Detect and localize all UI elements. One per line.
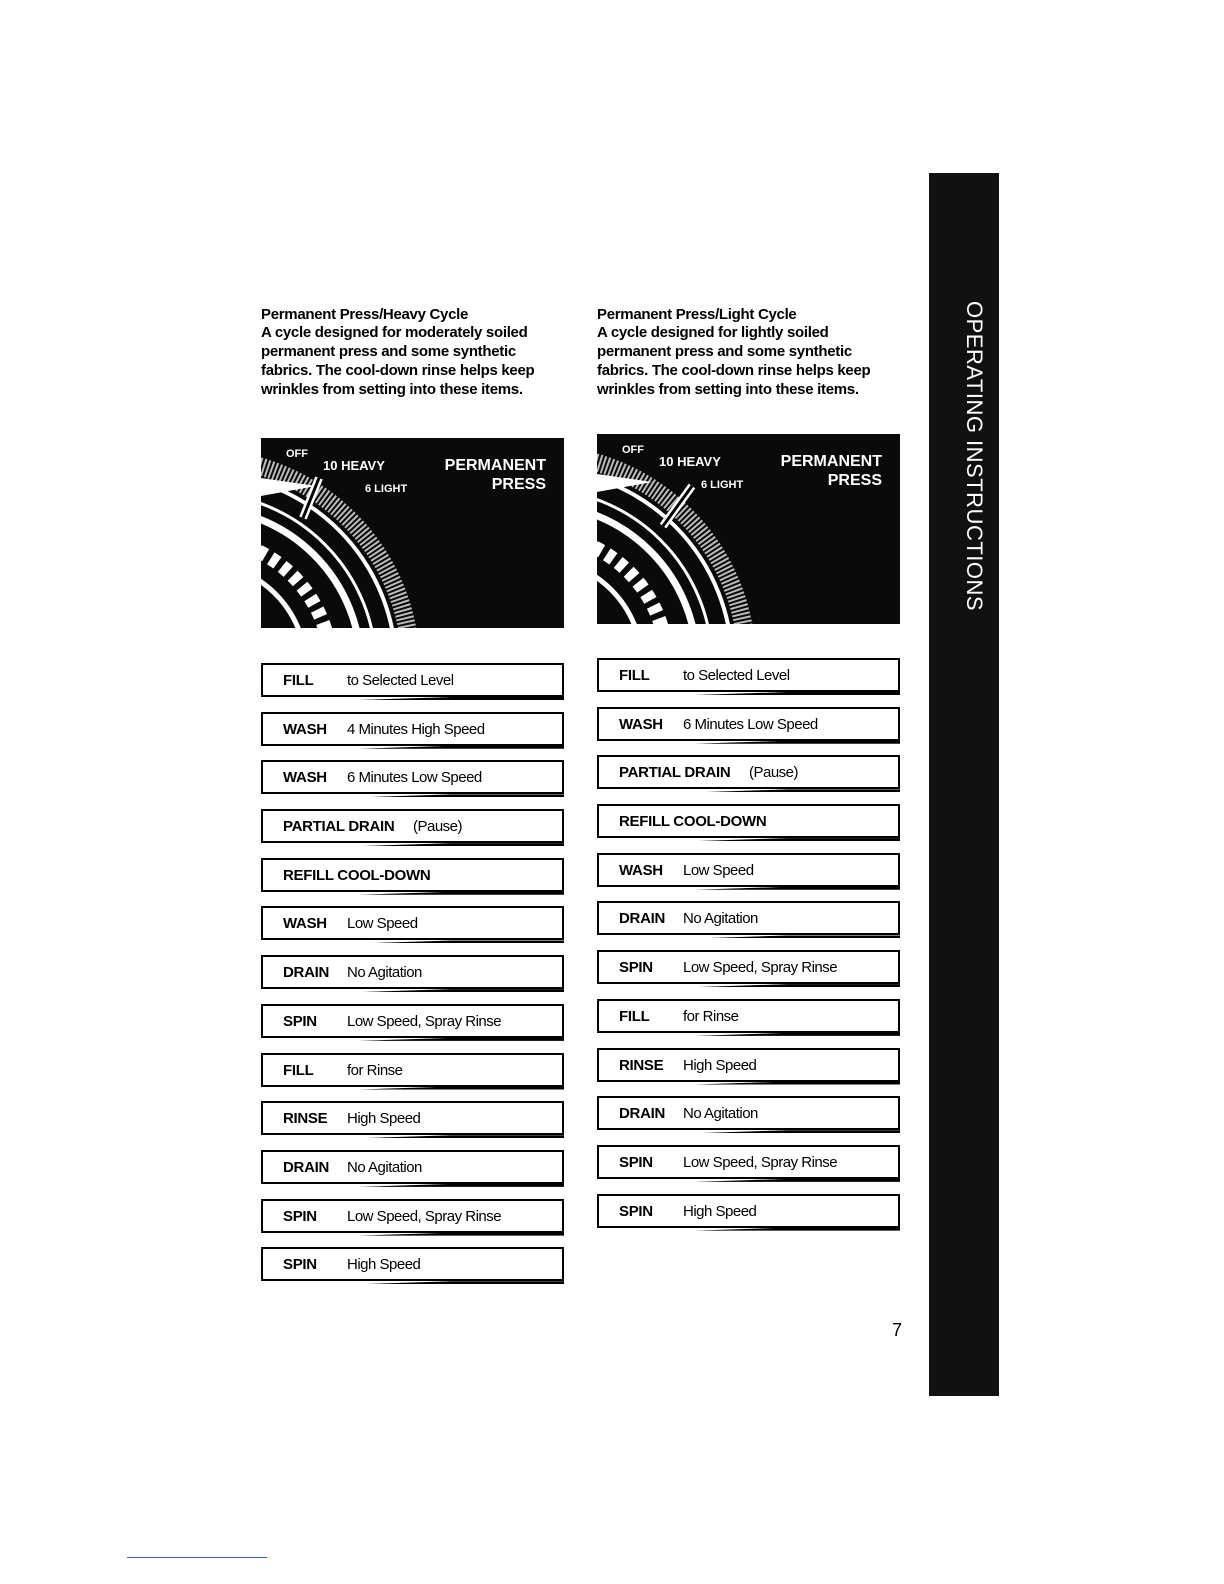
step-detail: Low Speed, Spray Rinse xyxy=(347,1012,502,1030)
cycle-step xyxy=(261,760,564,794)
cycle-step xyxy=(597,1096,900,1130)
dial-heavy-label: 10 HEAVY xyxy=(323,458,385,473)
step-detail: High Speed xyxy=(347,1256,421,1274)
cycle-step xyxy=(261,858,564,892)
step-detail: Low Speed, Spray Rinse xyxy=(347,1207,502,1225)
page-number: 7 xyxy=(892,1320,903,1340)
footer-rule xyxy=(127,1557,267,1558)
step-label: REFILL COOL-DOWN xyxy=(619,813,767,831)
step-detail: Low Speed, Spray Rinse xyxy=(683,1153,838,1171)
cycle-step xyxy=(597,950,900,984)
step-detail: for Rinse xyxy=(683,1007,739,1025)
dial-name-line2: PRESS xyxy=(827,472,882,489)
step-detail: (Pause) xyxy=(749,764,799,782)
cycle-step xyxy=(261,1004,564,1038)
step-detail: (Pause) xyxy=(413,818,463,836)
cycle-step xyxy=(597,804,900,838)
step-label: PARTIAL DRAIN xyxy=(619,764,731,782)
step-label: DRAIN xyxy=(283,964,329,982)
step-label: FILL xyxy=(283,672,314,689)
cycle-step-list xyxy=(597,658,900,1242)
step-detail: 6 Minutes Low Speed xyxy=(683,715,818,733)
cycle-step xyxy=(597,999,900,1033)
cycle-step xyxy=(261,809,564,843)
section-tab-label: OPERATING INSTRUCTIONS xyxy=(962,301,987,612)
step-label: RINSE xyxy=(619,1056,664,1074)
step-label: WASH xyxy=(619,715,663,733)
cycle-step xyxy=(597,1194,900,1228)
step-label: WASH xyxy=(283,915,327,933)
step-label: PARTIAL DRAIN xyxy=(283,818,395,836)
cycle-step xyxy=(261,955,564,989)
step-detail: High Speed xyxy=(347,1110,421,1128)
step-label: WASH xyxy=(283,769,327,787)
cycle-step xyxy=(597,707,900,741)
step-detail: 4 Minutes High Speed xyxy=(347,720,485,738)
step-detail: Low Speed, Spray Rinse xyxy=(683,959,838,977)
cycle-description: A cycle designed for lightly soiled permanent press and some synthetic fabrics. The cool-down rinse helps keep wrinkles from setting into these items. xyxy=(597,324,871,398)
cycle-title: Permanent Press/Light Cycle xyxy=(597,306,797,323)
cycle-step xyxy=(261,1199,564,1233)
dial-name-line2: PRESS xyxy=(491,476,546,493)
step-label: DRAIN xyxy=(619,910,665,928)
cycle-step xyxy=(261,1247,564,1281)
step-detail: to Selected Level xyxy=(683,667,790,684)
cycle-step xyxy=(597,1145,900,1179)
step-label: SPIN xyxy=(283,1207,317,1225)
cycle-step xyxy=(261,663,564,697)
cycle-step xyxy=(597,658,900,692)
dial-light-label: 6 LIGHT xyxy=(365,483,408,495)
step-label: WASH xyxy=(619,861,663,879)
dial-name-line1: PERMANENT xyxy=(780,453,882,470)
step-detail: High Speed xyxy=(683,1202,757,1220)
step-label: SPIN xyxy=(619,959,653,977)
cycle-step xyxy=(261,712,564,746)
cycle-step xyxy=(597,901,900,935)
step-label: DRAIN xyxy=(619,1105,665,1123)
step-label: SPIN xyxy=(619,1202,653,1220)
step-detail: No Agitation xyxy=(347,964,422,982)
dial-name-line1: PERMANENT xyxy=(444,457,546,474)
cycle-step-list xyxy=(261,663,564,1296)
section-side-tab xyxy=(929,173,999,1396)
cycle-step xyxy=(597,1048,900,1082)
cycle-step xyxy=(597,853,900,887)
step-detail: for Rinse xyxy=(347,1061,403,1079)
step-detail: No Agitation xyxy=(347,1158,422,1176)
cycle-step xyxy=(261,1053,564,1087)
step-detail: Low Speed xyxy=(683,861,754,879)
step-detail: 6 Minutes Low Speed xyxy=(347,769,482,787)
cycle-dial-panel xyxy=(597,434,900,624)
step-detail: No Agitation xyxy=(683,1105,758,1123)
step-detail: to Selected Level xyxy=(347,672,454,689)
dial-off-label: OFF xyxy=(622,444,644,456)
step-label: SPIN xyxy=(283,1012,317,1030)
step-detail: No Agitation xyxy=(683,910,758,928)
step-label: SPIN xyxy=(283,1256,317,1274)
cycle-description: A cycle designed for moderately soiled permanent press and some synthetic fabrics. The cool-down rinse helps keep wrinkles from setting into these items. xyxy=(261,324,535,398)
dial-light-label: 6 LIGHT xyxy=(701,479,744,491)
step-label: FILL xyxy=(283,1061,314,1079)
step-detail: High Speed xyxy=(683,1056,757,1074)
cycle-step xyxy=(261,906,564,940)
step-label: REFILL COOL-DOWN xyxy=(283,866,431,884)
cycle-step xyxy=(261,1101,564,1135)
dial-off-label: OFF xyxy=(286,448,308,460)
step-label: WASH xyxy=(283,720,327,738)
cycle-title: Permanent Press/Heavy Cycle xyxy=(261,306,469,323)
step-label: DRAIN xyxy=(283,1158,329,1176)
cycle-dial-panel xyxy=(261,438,564,628)
dial-heavy-label: 10 HEAVY xyxy=(659,454,721,469)
cycle-step xyxy=(597,755,900,789)
step-label: RINSE xyxy=(283,1110,328,1128)
step-label: SPIN xyxy=(619,1153,653,1171)
step-label: FILL xyxy=(619,1007,650,1025)
step-detail: Low Speed xyxy=(347,915,418,933)
cycle-step xyxy=(261,1150,564,1184)
step-label: FILL xyxy=(619,667,650,684)
